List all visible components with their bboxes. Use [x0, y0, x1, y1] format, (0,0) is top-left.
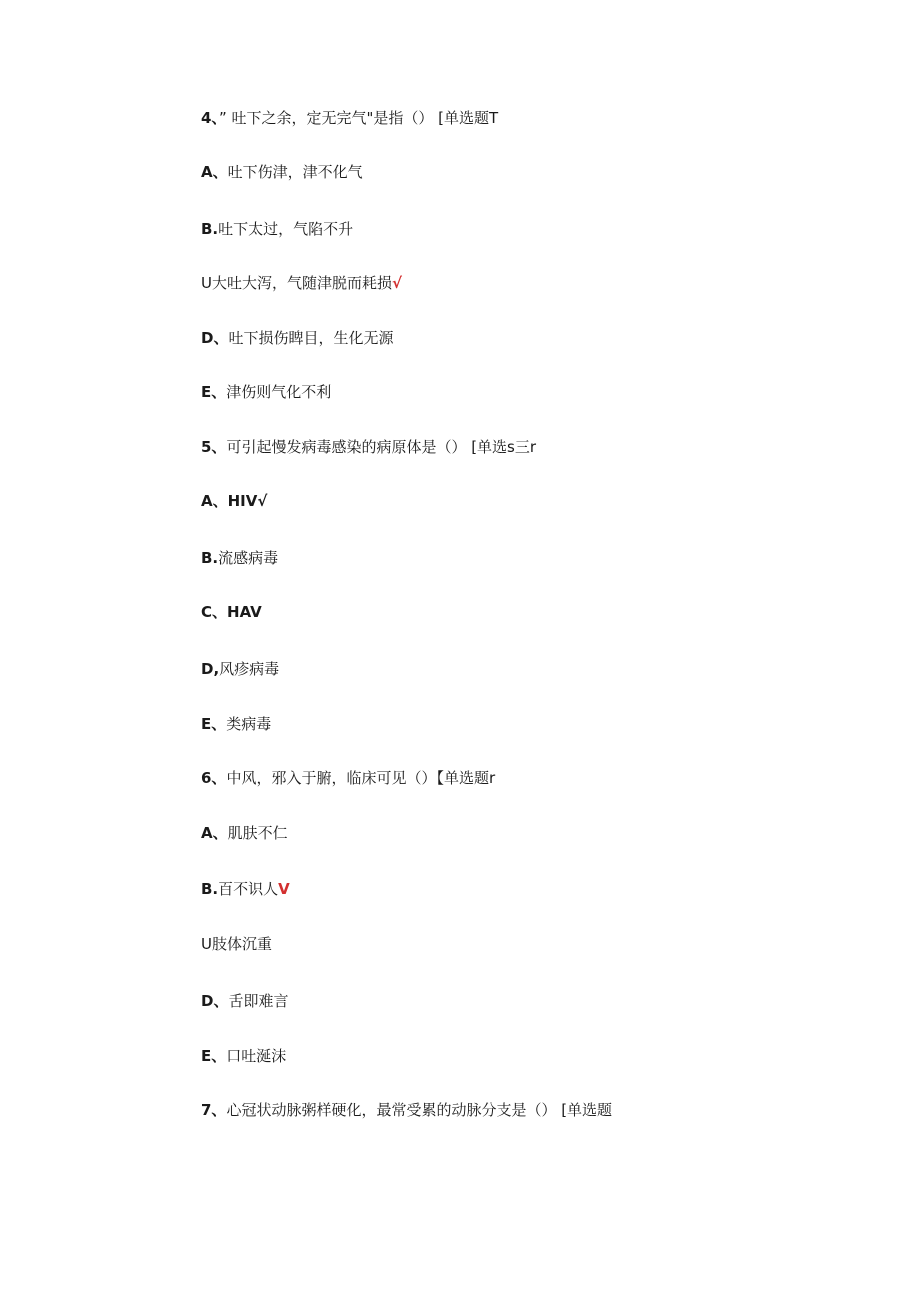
option-d: [201, 991, 288, 1011]
option-text: 津伤则气化不利: [226, 383, 332, 401]
option-text: HIV: [227, 492, 258, 510]
option-text: 口吐涎沫: [226, 1047, 287, 1065]
option-text: 舌即难言: [228, 992, 289, 1010]
option-e: [201, 1046, 286, 1066]
option-text: 百不识人: [218, 880, 279, 898]
option-text: HAV: [227, 603, 262, 621]
option-letter: A、: [201, 492, 228, 510]
correct-checkmark: V: [278, 880, 290, 898]
option-letter: B.: [201, 220, 219, 238]
question-7: [201, 1100, 612, 1120]
option-c: [201, 602, 262, 622]
option-letter: B.: [201, 880, 219, 898]
question-number: 5、: [201, 438, 227, 456]
question-text: 可引起慢发病毒感染的病原体是（） [单选s三r: [226, 438, 537, 456]
option-letter: E、: [201, 715, 227, 733]
option-b: [201, 548, 278, 568]
option-d: [201, 328, 393, 348]
option-letter: D、: [201, 992, 229, 1010]
option-letter: B.: [201, 549, 219, 567]
question-5: [201, 437, 536, 457]
question-text: 心冠状动脉粥样硬化，最常受累的动脉分支是（） [单选题: [226, 1101, 613, 1119]
question-number: 4、: [201, 109, 219, 127]
option-e: [201, 714, 271, 734]
option-text: 风疹病毒: [219, 660, 280, 678]
option-a: [201, 491, 267, 511]
correct-checkmark: √: [391, 274, 402, 292]
question-6: [201, 768, 495, 788]
option-text: 流感病毒: [218, 549, 279, 567]
option-letter: D,: [201, 660, 220, 678]
option-letter: E、: [201, 1047, 227, 1065]
option-letter: C、: [201, 603, 228, 621]
option-text: 吐下太过，气陷不升: [218, 220, 354, 238]
option-b: [201, 219, 353, 239]
option-letter: A、: [201, 824, 228, 842]
option-letter: A、: [201, 163, 228, 181]
option-b: [201, 879, 290, 899]
option-letter: E、: [201, 383, 227, 401]
question-text: ” 吐下之余，定无完气"是指（） [单选题T: [218, 109, 499, 127]
question-text: 中风，邪入于腑，临床可见（）【单选题r: [226, 769, 496, 787]
option-text: 吐下损伤睥目，生化无源: [228, 329, 394, 347]
option-a: [201, 823, 288, 843]
option-d: [201, 659, 279, 679]
option-c: [201, 273, 402, 293]
option-text: U肢体沉重: [201, 935, 272, 953]
option-e: [201, 382, 331, 402]
question-number: 7、: [201, 1101, 227, 1119]
option-c: [201, 934, 272, 954]
correct-checkmark: √: [257, 492, 268, 510]
option-a: [201, 162, 363, 182]
option-text: 吐下伤津，津不化气: [227, 163, 363, 181]
question-number: 6、: [201, 769, 227, 787]
option-text: 肌肤不仁: [227, 824, 288, 842]
option-text: 类病毒: [226, 715, 272, 733]
option-letter: D、: [201, 329, 229, 347]
question-4: [201, 108, 498, 128]
option-text: U大吐大泻，气随津脱而耗损: [201, 274, 392, 292]
